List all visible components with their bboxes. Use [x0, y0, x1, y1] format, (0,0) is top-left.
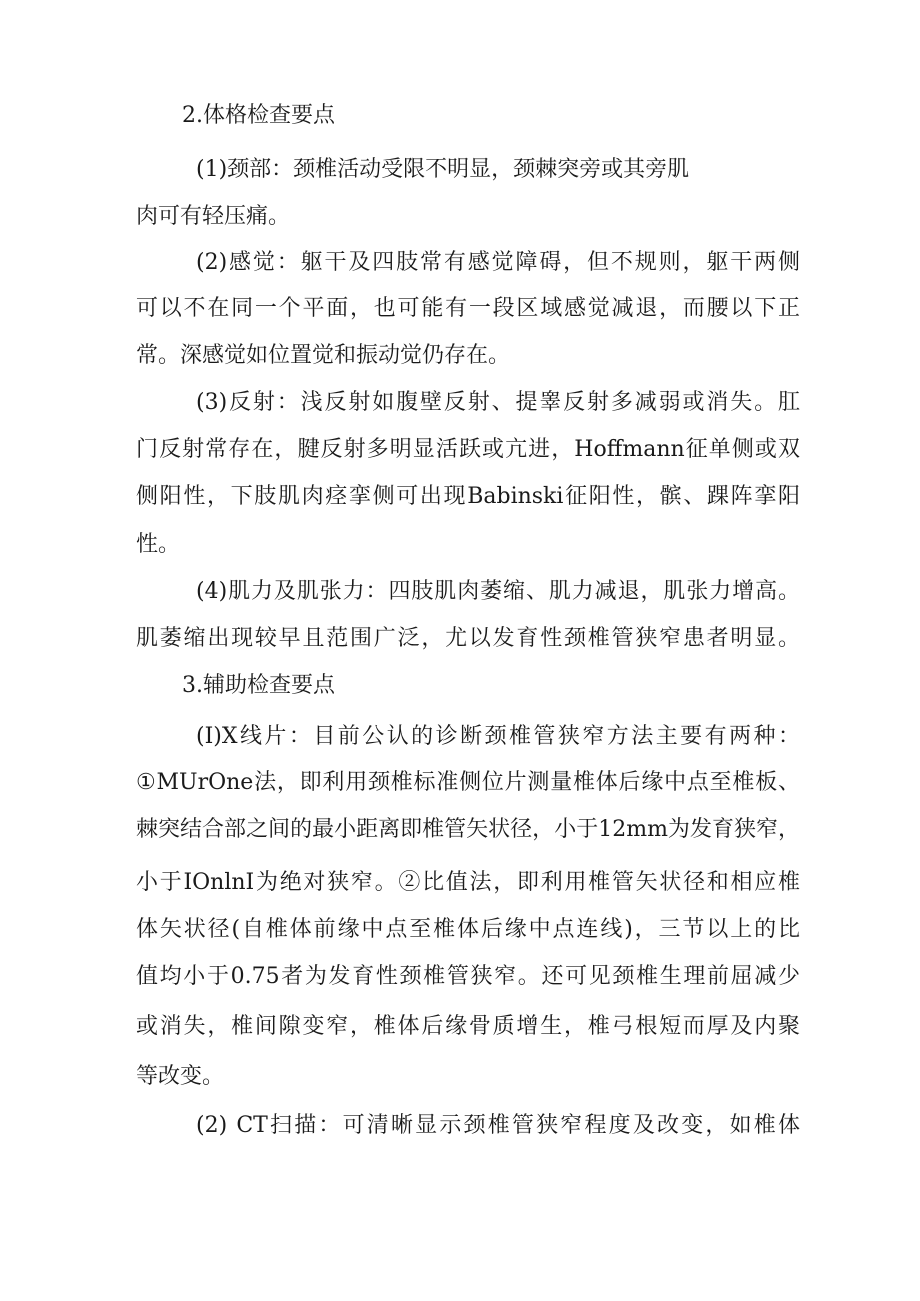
paragraph-line: (2)感觉：躯干及四肢常有感觉障碍，但不规则，躯干两侧 — [196, 250, 800, 275]
paragraph-line: 侧阳性，下肢肌肉痉挛侧可出现Babinski征阳性，髌、踝阵挛阳 — [136, 484, 800, 509]
paragraph-line: 性。 — [136, 532, 181, 557]
paragraph-line: 肌萎缩出现较早且范围广泛，尤以发育性颈椎管狭窄患者明显。 — [136, 626, 800, 651]
paragraph-line: 体矢状径(自椎体前缘中点至椎体后缘中点连线)，三节以上的比 — [136, 917, 800, 942]
paragraph-line: 小于IOnlnI为绝对狭窄。②比值法，即利用椎管矢状径和相应椎 — [136, 870, 800, 895]
paragraph-line: (3)反射：浅反射如腹壁反射、提睾反射多减弱或消失。肛 — [196, 390, 800, 415]
paragraph-line: (4)肌力及肌张力：四肢肌肉萎缩、肌力减退，肌张力增高。 — [196, 579, 800, 604]
paragraph-line: 等改变。 — [136, 1064, 225, 1089]
paragraph-line: 门反射常存在，腱反射多明显活跃或亢进，Hoffmann征单侧或双 — [136, 437, 800, 462]
paragraph-line: 可以不在同一个平面，也可能有一段区域感觉减退，而腰以下正 — [136, 296, 800, 321]
paragraph-line: ①MUrOne法，即利用颈椎标准侧位片测量椎体后缘中点至椎板、 — [136, 770, 800, 795]
paragraph-line: 棘突结合部之间的最小距离即椎管矢状径，小于12mm为发育狭窄， — [136, 817, 800, 842]
paragraph-line: 常。深感觉如位置觉和振动觉仍存在。 — [136, 343, 511, 368]
section-heading: 2.体格检查要点 — [182, 103, 335, 128]
paragraph-line: 值均小于0.75者为发育性颈椎管狭窄。还可见颈椎生理前屈减少 — [136, 964, 800, 989]
paragraph-line: (2) CT扫描：可清晰显示颈椎管狭窄程度及改变，如椎体 — [196, 1113, 800, 1138]
paragraph-line: (1)颈部：颈椎活动受限不明显，颈棘突旁或其旁肌 — [196, 157, 690, 182]
paragraph-line: 或消失，椎间隙变窄，椎体后缘骨质增生，椎弓根短而厚及内聚 — [136, 1014, 800, 1039]
paragraph-line: 肉可有轻压痛。 — [136, 204, 291, 229]
paragraph-line: (I)X线片：目前公认的诊断颈椎管狭窄方法主要有两种： — [196, 724, 800, 749]
section-heading: 3.辅助检查要点 — [182, 673, 335, 698]
